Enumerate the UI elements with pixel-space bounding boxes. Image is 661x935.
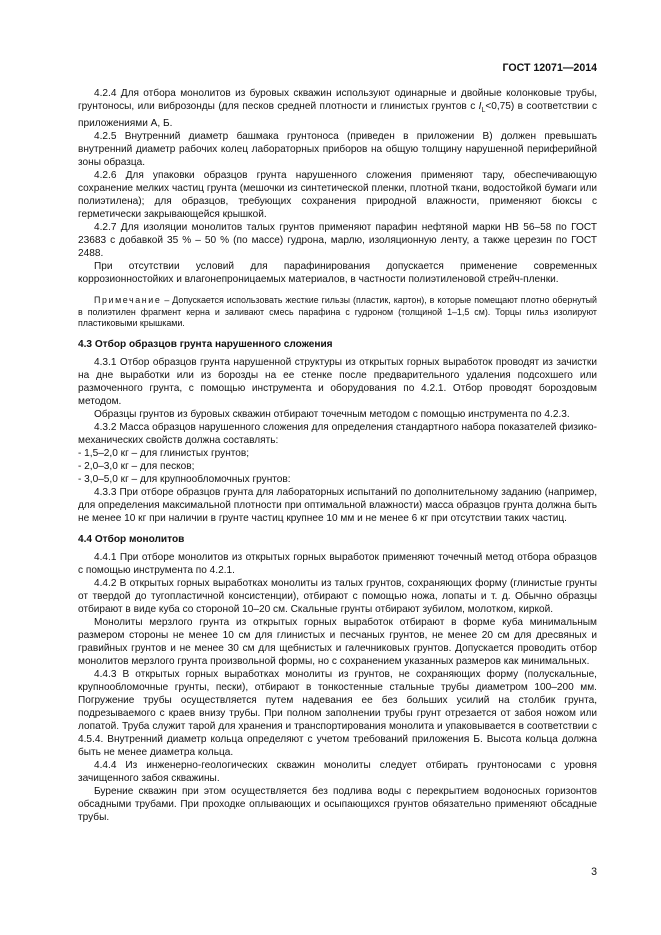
paragraph-4-2-4-text: 4.2.4 Для отбора монолитов из буровых скважин используют одинарные и двойные колонковые трубы, грунтоносы, или виброзонды (для песков средней плотности и глинистых грунтов с: [78, 88, 597, 112]
paragraph-4-2-6: 4.2.6 Для упаковки образцов грунта нарушенного сложения применяют тару, обеспечивающую сохранение мелких частиц грунта (мешочки из синтетической пленки, плотной ткани, водостойкой бумаги или полиэтилена); для образцов, требующих сохранения природной влажности, применяют бюксы с герметически закрывающейся крышкой.: [78, 170, 597, 221]
note-text: – Допускается использовать жесткие гильзы (пластик, картон), в которые помещают плотно обернутый в полиэтилен фрагмент керна и заливают смесь парафина с гудроном (толщиной 1–1,5 см). Торцы гильз изолируют пластиковыми крышками.: [78, 295, 597, 329]
paragraph-4-4-2: 4.4.2 В открытых горных выработках монолиты из талых грунтов, сохраняющих форму (глинистые грунты от твердой до тугопластичной консистенции), отбирают с помощью ножа, лопаты и т. д. Обычно образцы отбирают в виде куба со стороной 10–20 см. Скальные грунты отбирают зубилом, молотком, киркой.: [78, 577, 597, 615]
paragraph-4-4-4-continued: Бурение скважин при этом осуществляется без подлива воды с перекрытием водоносных горизонтов обсадными трубами. При проходке оплывающих и осыпающихся грунтов обязательно применяют обсадные трубы.: [78, 785, 597, 823]
symbol-il: I: [478, 101, 482, 112]
note: [78, 295, 597, 330]
paragraph-4-3-1-continued: Образцы грунтов из буровых скважин отбирают точечным методом с помощью инструмента по 4.2.3.: [94, 408, 570, 420]
paragraph-4-3-2: 4.3.2 Масса образцов нарушенного сложения для определения стандартного набора показателей физико-механических свойств должна составлять:: [78, 421, 597, 446]
paragraph-4-3-3: 4.3.3 При отборе образцов грунта для лабораторных испытаний по дополнительному заданию (например, для определения максимальной плотности при оптимальной влажности) масса образцов грунта должна быть не менее 10 кг при наличии в грунте частиц крупнее 10 мм и не менее 6 кг при отсутствии таких частиц.: [78, 486, 597, 524]
paragraph-4-2-4: [78, 87, 597, 130]
note-label: Примечание: [94, 295, 162, 306]
paragraph-4-4-1: 4.4.1 При отборе монолитов из открытых горных выработок применяют точечный метод отбора образцов с помощью инструмента по 4.2.1.: [78, 551, 597, 576]
paragraph-4-2-5: 4.2.5 Внутренний диаметр башмака грунтоноса (приведен в приложении В) должен превышать внутренний диаметр рабочих колец лабораторных приборов на общую толщину нарушенной периферийной зоны образца.: [78, 131, 597, 169]
section-heading-4-3: 4.3 Отбор образцов грунта нарушенного сложения: [78, 338, 333, 350]
paragraph-4-4-3: 4.4.3 В открытых горных выработках монолиты из грунтов, не сохраняющих форму (полускальные, крупнообломочные грунты, пески), отбирают в тонкостенные стальные трубы диаметром 100–200 мм. Погружение трубы осуществляется путем надевания ее без больших усилий на столбик грунта, подрезываемого с краев внизу трубы. При полном заполнении трубы грунт отрезается от забоя ножом или лопатой. Труба служит тарой для хранения и транспортирования монолита и упаковывается в соответствии с 4.5.4. Внутренний диаметр кольца определяют с учетом требований приложения Б. Высота кольца должна быть не менее диаметра кольца.: [78, 668, 597, 758]
document-header: ГОСТ 12071—2014: [502, 62, 597, 74]
paragraph-4-2-4-text-end: <0,75) в соответствии с приложениями А, Б.: [78, 101, 597, 130]
list-item: - 1,5–2,0 кг – для глинистых грунтов;: [78, 447, 250, 459]
page-number: 3: [591, 866, 597, 878]
list-item: - 3,0–5,0 кг – для крупнообломочных грунтов:: [78, 473, 291, 485]
paragraph-4-4-4: 4.4.4 Из инженерно-геологических скважин монолиты следует отбирать грунтоносами с уровня зачищенного забоя скважины.: [78, 759, 597, 784]
list-item: - 2,0–3,0 кг – для песков;: [78, 460, 195, 472]
symbol-il-subscript: L: [481, 107, 486, 115]
section-heading-4-4: 4.4 Отбор монолитов: [78, 533, 185, 545]
paragraph-4-3-1: 4.3.1 Отбор образцов грунта нарушенной структуры из открытых горных выработок проводят из зачистки на дне выработки или из борозды на ее стенке после предварительного удаления подсохшего или размоченного грунта, с помощью инструмента и оборудования по 4.2.1. Отбор проводят бороздовым методом.: [78, 356, 597, 407]
paragraph-4-4-2-continued: Монолиты мерзлого грунта из открытых горных выработок отбирают в форме куба минимальным размером стороны не менее 10 см для глинистых и песчаных грунтов, не менее 20 см для дресвяных и гравийных грунтов и не менее 30 см для щебнистых и галечниковых грунтов. Допускается проводить отбор монолитов мерзлого грунта произвольной формы, но с сохранением указанных размеров как минимальных.: [78, 616, 597, 667]
paragraph-4-2-7: 4.2.7 Для изоляции монолитов талых грунтов применяют парафин нефтяной марки НВ 56–58 по ГОСТ 23683 с добавкой 35 % – 50 % (по массе) гудрона, марлю, изоляционную ленту, а также церезин по ГОСТ 2488.: [78, 222, 597, 260]
document-body: [78, 87, 597, 824]
paragraph-4-2-7-continued: При отсутствии условий для парафинирования допускается применение современных коррозионностойких и влагонепроницаемых материалов, в частности полиэтиленовой стрейч-пленки.: [78, 261, 597, 286]
